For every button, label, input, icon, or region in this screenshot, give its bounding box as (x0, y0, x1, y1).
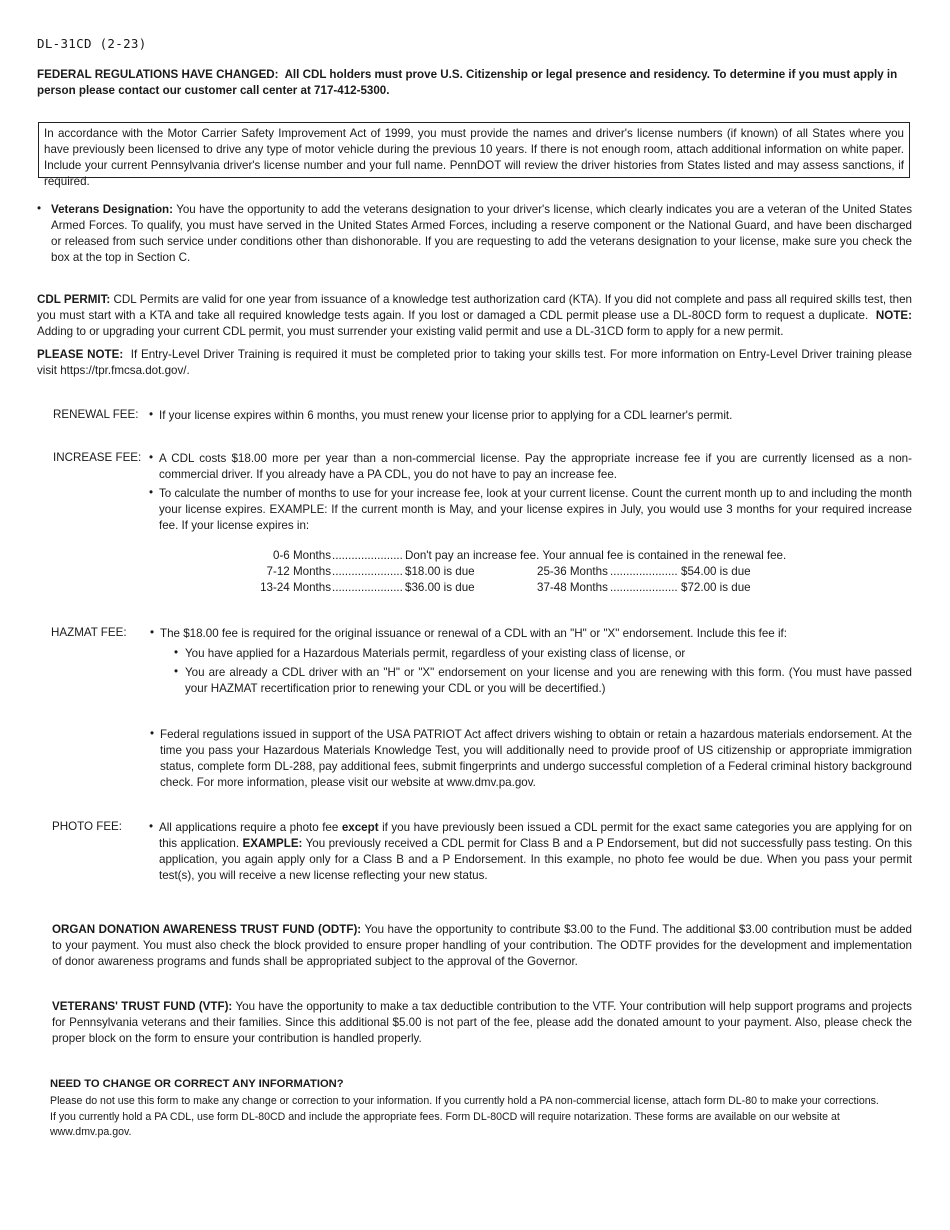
renewal-fee-label: RENEWAL FEE: (53, 408, 139, 421)
photo-fee-text (159, 820, 912, 884)
fee-value: Don't pay an increase fee. Your annual fee is contained in the renewal fee. (405, 549, 787, 562)
bullet: • (174, 665, 179, 678)
leader-dots: ..................... (610, 581, 678, 594)
bullet: • (149, 486, 154, 499)
hazmat-fee-sub-item-2 (174, 665, 912, 697)
hazmat-fee-sub-1: You have applied for a Hazardous Materials permit, regardless of your existing class of license, or (185, 647, 686, 660)
months-range: 0-6 Months (273, 549, 331, 562)
change-info-heading: NEED TO CHANGE OR CORRECT ANY INFORMATION? (50, 1078, 344, 1090)
federal-notice-label: FEDERAL REGULATIONS HAVE CHANGED: (37, 68, 279, 81)
hazmat-fee-intro: The $18.00 fee is required for the original issuance or renewal of a CDL with an "H" or "X" endorsement. Include this fee if: (160, 627, 787, 640)
veterans-designation-text: You have the opportunity to add the veterans designation to your driver's license, which clearly indicates you are a veteran of the United States Armed Forces. To qualify, you must have served in the United States Armed Forces, including a reserve component or the National Guard, and have been discharged or released from such service under conditions other than dishonorable. If you are requesting to add the veterans designation to your license, make sure you check the box at the top in Section C. (51, 203, 912, 264)
veterans-designation-label: Veterans Designation: (51, 203, 173, 216)
increase-fee-item-1 (149, 451, 912, 483)
bullet: • (37, 202, 42, 215)
increase-fee-item-2 (149, 486, 912, 534)
vtf-text: You have the opportunity to make a tax deductible contribution to the VTF. Your contribution will help support programs and projects for Pennsylvania veterans and their families. Since this additional $5.00 is not part of the fee, please add the donated amount to your payment. Also, please check the proper block on the form to ensure your contribution is handled properly. (52, 1000, 912, 1045)
bullet: • (150, 626, 155, 639)
leader-dots: ...................... (332, 549, 403, 562)
bullet: • (174, 646, 179, 659)
bullet: • (149, 408, 154, 421)
increase-fee-row-2 (0, 565, 950, 581)
hazmat-federal-item (150, 727, 912, 791)
leader-dots: ..................... (610, 565, 678, 578)
increase-fee-text-2: To calculate the number of months to use for your increase fee, look at your current license. Count the current month up to and including the month your license expires. EXAMPLE: If the current month is May, and your license expires in July, you would use 3 months for your required increase fee. If your license expires in: (159, 487, 912, 532)
bullet: • (149, 820, 154, 833)
photo-fee-item (149, 820, 912, 884)
please-note-paragraph (37, 347, 912, 379)
mcsia-notice-text: In accordance with the Motor Carrier Safety Improvement Act of 1999, you must provide the names and driver's license numbers (if known) of all States where you have previously been licensed to drive any type of motor vehicle during the previous 10 years. If there is not enough room, attach additional information on white paper. Include your current Pennsylvania driver's license number and your full name. PennDOT will review the driver histories from States listed and may assess sanctions, if required. (44, 127, 904, 188)
photo-fee-label: PHOTO FEE: (52, 820, 123, 833)
increase-fee-label: INCREASE FEE: (53, 451, 142, 464)
photo-fee-example-label: EXAMPLE: (242, 837, 303, 850)
form-id: DL-31CD (2-23) (37, 36, 147, 51)
months-range: 7-12 Months (266, 565, 331, 578)
bullet: • (149, 451, 154, 464)
veterans-designation-paragraph (51, 202, 912, 266)
photo-fee-text-c: You previously received a CDL permit for Class B and a P Endorsement, but did not successfully pass testing. On this application, you again apply only for a Class B and a P Endorsement. In this example, no photo fee would be due. When you pass your permit test(s), you will receive a new license reflecting your new status. (159, 837, 913, 882)
cdl-permit-paragraph (37, 292, 912, 340)
vtf-paragraph (52, 999, 912, 1047)
cdl-permit-label: CDL PERMIT: (37, 293, 111, 306)
photo-fee-text-b: if you have previously been issued a CDL permit for the exact same categories you are applying for on this application. (159, 821, 912, 850)
increase-fee-row-3 (0, 581, 950, 597)
leader-dots: ...................... (332, 581, 403, 594)
change-info-line-1: Please do not use this form to make any change or correction to your information. If you currently hold a PA non-commercial license, attach form DL-80 to make your corrections. (50, 1095, 879, 1107)
mcsia-notice-box (38, 122, 910, 188)
renewal-fee-item (149, 408, 912, 424)
bullet: • (150, 727, 155, 740)
leader-dots: ...................... (332, 565, 403, 578)
fee-value: $54.00 is due (681, 565, 751, 578)
cdl-permit-note-label: NOTE: (875, 309, 912, 322)
photo-fee-except: except (341, 821, 379, 834)
please-note-text: If Entry-Level Driver Training is required it must be completed prior to taking your skills test. For more information on Entry-Level Driver training please visit https://tpr.fmcsa.dot.gov/. (37, 348, 912, 377)
photo-fee-text-a: All applications require a photo fee (159, 821, 339, 834)
odtf-text: You have the opportunity to contribute $3.00 to the Fund. The additional $3.00 contribution must be added to your payment. You must also check the block provided to ensure proper handling of your contribution. The ODTF provides for the development and implementation of donor awareness programs and funds shall be appropriated subject to the approval of the Governor. (52, 923, 912, 968)
months-range: 37-48 Months (537, 581, 608, 594)
change-info-block (50, 1094, 879, 1141)
odtf-label: ORGAN DONATION AWARENESS TRUST FUND (ODTF): (52, 923, 362, 936)
fee-value: $36.00 is due (405, 581, 475, 594)
fee-value: $72.00 is due (681, 581, 751, 594)
federal-notice-text: All CDL holders must prove U.S. Citizenship or legal presence and residency. To determine if you must apply in person please contact our customer call center at 717-412-5300. (37, 68, 898, 97)
federal-regulations-notice (37, 67, 912, 99)
increase-fee-row-1 (0, 549, 950, 565)
odtf-paragraph (52, 922, 912, 970)
cdl-permit-text: CDL Permits are valid for one year from issuance of a knowledge test authorization card (KTA). If you did not complete and pass all required skills test, then you must start with a KTA and take all required knowledge tests again. If you lost or damaged a CDL permit please use a DL-80CD form to request a duplicate. (37, 293, 912, 322)
fee-value: $18.00 is due (405, 565, 475, 578)
renewal-fee-text: If your license expires within 6 months, you must renew your license prior to applying for a CDL learner's permit. (159, 409, 733, 422)
please-note-label: PLEASE NOTE: (37, 348, 124, 361)
hazmat-fee-sub-item-1 (174, 646, 912, 662)
months-range: 13-24 Months (260, 581, 331, 594)
vtf-label: VETERANS' TRUST FUND (VTF): (52, 1000, 233, 1013)
hazmat-fee-label: HAZMAT FEE: (51, 626, 127, 639)
hazmat-federal-text: Federal regulations issued in support of the USA PATRIOT Act affect drivers wishing to obtain or retain a hazardous materials endorsement. At the time you pass your Hazardous Materials Knowledge Test, you will additionally need to provide proof of US citizenship or appropriate immigration status, complete form DL-288, pay additional fees, submit fingerprints and undergo successful completion of a Federal criminal history background check. For more information, please visit our website at www.dmv.pa.gov. (160, 728, 912, 789)
cdl-permit-note-text: Adding to or upgrading your current CDL permit, you must surrender your existing valid permit and use a DL-31CD form to apply for a new permit. (37, 325, 784, 338)
months-range: 25-36 Months (537, 565, 608, 578)
change-info-line-2: If you currently hold a PA CDL, use form DL-80CD and include the appropriate fees. Form DL-80CD will require notarization. These forms are available on our website at (50, 1110, 840, 1123)
veterans-designation-item (37, 202, 912, 266)
increase-fee-text-1: A CDL costs $18.00 more per year than a non-commercial license. Pay the appropriate increase fee if you are currently licensed as a non-commercial driver. If you already have a PA CDL, you do not have to pay an increase fee. (159, 452, 912, 481)
change-info-line-3: www.dmv.pa.gov. (50, 1126, 132, 1138)
hazmat-fee-intro-item (150, 626, 912, 642)
hazmat-fee-sub-2: You are already a CDL driver with an "H" or "X" endorsement on your license and you are renewing with this form. (You must have passed your HAZMAT recertification prior to renewing your CDL or you will be decertified.) (185, 666, 912, 695)
